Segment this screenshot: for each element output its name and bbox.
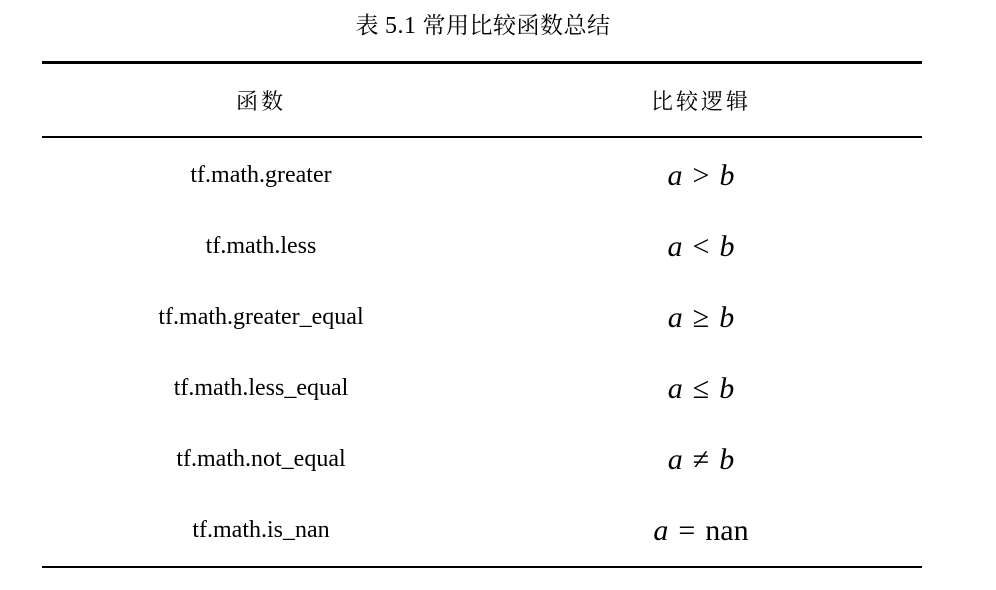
table-header-rule (42, 136, 922, 138)
table-row (42, 353, 922, 424)
table-header-row (42, 64, 922, 136)
expr-right: b (719, 371, 735, 405)
table-body (42, 140, 922, 566)
expr-right: b (719, 158, 735, 192)
expr-operator: ≥ (692, 300, 710, 334)
table-row (42, 282, 922, 353)
comparison-expression (480, 424, 922, 495)
header-logic: 比较逻辑 (650, 89, 751, 115)
comparison-expression (480, 140, 922, 211)
expr-left: a (653, 513, 669, 547)
expr-operator: > (692, 158, 710, 192)
function-name: tf.math.greater_equal (158, 304, 364, 330)
expr-right: b (719, 300, 735, 334)
comparison-expression (480, 282, 922, 353)
comparison-expression (480, 353, 922, 424)
function-name: tf.math.less (205, 233, 317, 259)
expr-operator: = (678, 513, 696, 547)
table-row (42, 211, 922, 282)
expr-operator: ≤ (692, 371, 710, 405)
table-row (42, 424, 922, 495)
table-row (42, 140, 922, 211)
expr-operator: < (692, 229, 710, 263)
expr-left: a (667, 442, 683, 476)
table-bottom-rule (42, 566, 922, 568)
function-name: tf.math.less_equal (173, 375, 349, 401)
expr-left: a (667, 300, 683, 334)
expr-right: b (719, 229, 735, 263)
expr-right: b (719, 442, 735, 476)
expr-left: a (667, 229, 683, 263)
table-row (42, 495, 922, 566)
expr-operator: ≠ (692, 442, 710, 476)
table-caption (0, 8, 966, 44)
caption-title: 常用比较函数总结 (422, 13, 611, 39)
expr-right: nan (705, 513, 749, 547)
caption-number: 5.1 (385, 13, 417, 39)
expr-left: a (667, 371, 683, 405)
function-name: tf.math.greater (190, 162, 332, 188)
function-name: tf.math.not_equal (176, 446, 346, 472)
header-function: 函数 (235, 89, 286, 115)
caption-prefix: 表 (355, 13, 379, 39)
comparison-expression (480, 495, 922, 566)
comparison-expression (480, 211, 922, 282)
function-name: tf.math.is_nan (192, 517, 330, 543)
expr-left: a (667, 158, 683, 192)
